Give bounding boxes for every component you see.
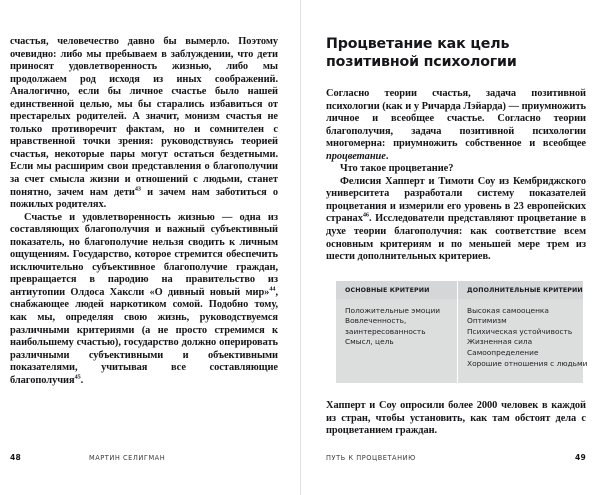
list-item: Психическая устойчивость — [467, 326, 573, 336]
section-title-line-2: позитивной психологии — [326, 53, 517, 70]
table-header-additional-criteria: ДОПОЛНИТЕЛЬНЫЕ КРИТЕРИИ — [458, 281, 584, 299]
left-page-footer — [0, 453, 300, 462]
criteria-table-body — [336, 299, 588, 384]
left-page-paragraph-2: Счастье и удовлетворенность жизнью — одна из составляющих благополучия и важный субъективный показатель, но благополучие нельзя сводить к личным ощущениям. Государство, которое стремится обеспечить исключительно субъективное благополучие граждан, превращается в пародию на правительство из антиутопии Олдоса Хаксли «О дивный новый мир»$^{44}$, снабжающее людей наркотиком сомой. Подобно тому, как мы, определяя свою жизнь, руководствуемся различными критериями (а не просто стремимся к наибольшему счастью), государство должно оперировать различными субъективными и объективными показателями, учитывая все составляющие благополучия$^{45}$. — [10, 211, 278, 386]
main-criteria-list — [345, 306, 451, 348]
section-title-line-1: Процветание как цель — [326, 36, 510, 52]
left-page-running-head: МАРТИН СЕЛИГМАН — [88, 454, 166, 462]
list-item: Смысл, цель — [345, 337, 394, 347]
table-header-main-criteria: ОСНОВНЫЕ КРИТЕРИИ — [336, 281, 458, 299]
list-item: Вовлеченность, — [345, 316, 407, 326]
right-page-paragraph-1: Согласно теории счастья, задача позитивной психологии (как и у Ричарда Лэйарда) — приумножить личное и всеобщее счастье. Согласно теории благополучия, задача позитивной психологии многомерна: приумножить собственное и всеобщее процветание. — [326, 88, 586, 162]
list-item: Высокая самооценка — [467, 305, 549, 315]
table-row — [336, 299, 583, 384]
right-page-folio: 49 — [575, 453, 586, 462]
list-item: Самоопределение — [467, 348, 539, 358]
table-header-row — [336, 281, 583, 299]
criteria-table — [336, 281, 588, 384]
list-item: заинтересованность — [345, 326, 426, 336]
table-cell-additional-criteria — [458, 299, 588, 384]
list-item: Положительные эмоции — [345, 305, 441, 315]
right-page-paragraph-4: Хапперт и Соу опросили более 2000 человек в каждой из стран, чтобы установить, как там обстоят дела с процветанием граждан. — [326, 400, 586, 437]
list-item: Жизненная сила — [467, 337, 533, 347]
table-cell-main-criteria — [336, 299, 458, 384]
right-page-running-head: ПУТЬ К ПРОЦВЕТАНИЮ — [326, 454, 416, 462]
list-item: Оптимизм — [467, 316, 507, 326]
right-page — [300, 0, 600, 495]
section-title — [326, 36, 586, 71]
additional-criteria-list — [467, 305, 588, 370]
list-item: Хорошие отношения с людьми — [467, 358, 588, 368]
criteria-table-header — [336, 281, 583, 299]
left-page-paragraph-1: счастья, человечество давно бы вымерло. Поэтому очевидно: либо мы пребываем в заблуждении, что дети приносят удовлетворенность жизнью, либо мы продолжаем род исходя из иных соображений. Аналогично, если бы личное счастье было нашей единственной целью, мы бы старались избавиться от престарелых родителей. А значит, монизм счастья не только противоречит фактам, но и сомнителен с нравственной точки зрения: руководствуясь теорией счастья, некоторые пары могут остаться бездетными. Если мы расширим свои представления о благополучии за счет смысла жизни и отношений с людьми, станет понятно, зачем нам дети$^{43}$ и зачем нам заботиться о пожилых родителях. — [10, 36, 278, 211]
left-page-folio: 48 — [10, 453, 21, 462]
right-page-paragraph-3: Фелисия Хапперт и Тимоти Соу из Кембриджского университета разработали систему показателей процветания и измерили его уровень в 23 европейских странах$^{46}$. Исследователи представляют процветание в духе теории благополучия: как соответствие всем основным критериям и по меньшей мере трем из шести дополнительных критериев. — [326, 175, 586, 263]
right-page-paragraph-2: Что такое процветание? — [340, 163, 454, 175]
right-page-footer — [300, 453, 600, 462]
